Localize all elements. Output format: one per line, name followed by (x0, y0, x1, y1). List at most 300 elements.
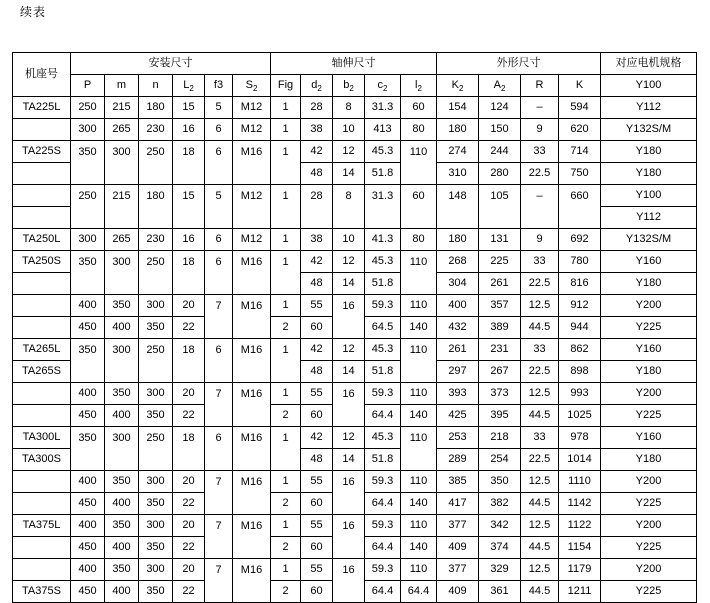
cell-motor: Y225 (601, 581, 697, 603)
cell-d2: 28 (301, 185, 333, 207)
cell-K2: 400 (437, 295, 479, 317)
cell-L2 (173, 449, 205, 471)
table-row (13, 515, 697, 537)
cell-n: 230 (139, 229, 173, 251)
model-cell: TA375L (13, 515, 71, 537)
cell-c2: 45.3 (365, 251, 401, 273)
cell-n: 350 (139, 405, 173, 427)
cell-f3 (205, 361, 233, 383)
cell-m: 400 (105, 405, 139, 427)
cell-R: 44.5 (521, 405, 559, 427)
cell-n: 350 (139, 537, 173, 559)
cell-m (105, 273, 139, 295)
cell-K: 1211 (559, 581, 601, 603)
cell-l2: 110 (401, 559, 437, 581)
cell-K2: 253 (437, 427, 479, 449)
table-row (13, 559, 697, 581)
cell-K2: 377 (437, 559, 479, 581)
cell-P: 250 (71, 97, 105, 119)
cell-motor: Y112 (601, 207, 697, 229)
cell-R: 44.5 (521, 581, 559, 603)
cell-n (139, 163, 173, 185)
cell-n: 250 (139, 339, 173, 361)
cell-A2: 150 (479, 119, 521, 141)
cell-c2: 64.4 (365, 537, 401, 559)
spec-table-wrapper (12, 52, 696, 603)
cell-R: 12.5 (521, 295, 559, 317)
cell-l2 (401, 207, 437, 229)
cell-R: 22.5 (521, 449, 559, 471)
cell-P (71, 361, 105, 383)
cell-d2: 48 (301, 361, 333, 383)
cell-R: 22.5 (521, 361, 559, 383)
cell-c2: 31.3 (365, 185, 401, 207)
cell-K: 944 (559, 317, 601, 339)
cell-m: 215 (105, 97, 139, 119)
cell-c2: 51.8 (365, 449, 401, 471)
cell-K2: 148 (437, 185, 479, 207)
model-cell (13, 537, 71, 559)
cell-Fig: 2 (271, 581, 301, 603)
table-row (13, 185, 697, 207)
table-row (13, 251, 697, 273)
cell-K2: 261 (437, 339, 479, 361)
cell-P: 450 (71, 581, 105, 603)
cell-A2: 267 (479, 361, 521, 383)
cell-K: 816 (559, 273, 601, 295)
cell-b2 (333, 405, 365, 427)
cell-d2: 42 (301, 251, 333, 273)
cell-K2: 180 (437, 229, 479, 251)
cell-b2: 10 (333, 229, 365, 251)
cell-d2: 60 (301, 581, 333, 603)
cell-P: 450 (71, 493, 105, 515)
cell-l2: 64.4 (401, 581, 437, 603)
table-row (13, 295, 697, 317)
cell-f3 (205, 163, 233, 185)
cell-d2 (301, 207, 333, 229)
cell-Fig: 1 (271, 141, 301, 163)
col-K: K (559, 75, 601, 97)
cell-K: 978 (559, 427, 601, 449)
cell-A2: 261 (479, 273, 521, 295)
cell-c2: 59.3 (365, 559, 401, 581)
cell-P: 350 (71, 427, 105, 449)
cell-n (139, 207, 173, 229)
cell-P: 450 (71, 317, 105, 339)
cell-motor: Y200 (601, 383, 697, 405)
cell-L2: 22 (173, 317, 205, 339)
cell-L2: 15 (173, 97, 205, 119)
header-shaft: 轴伸尺寸 (271, 53, 437, 75)
cell-l2: 110 (401, 251, 437, 273)
cell-motor: Y112 (601, 97, 697, 119)
cell-d2: 55 (301, 295, 333, 317)
cell-n: 300 (139, 471, 173, 493)
cell-d2: 42 (301, 427, 333, 449)
cell-K2: 289 (437, 449, 479, 471)
cell-Fig: 2 (271, 493, 301, 515)
cell-n: 300 (139, 383, 173, 405)
cell-A2: 225 (479, 251, 521, 273)
cell-A2: 124 (479, 97, 521, 119)
cell-Fig: 1 (271, 339, 301, 361)
cell-P (71, 163, 105, 185)
col-c2: $c_2$ (365, 75, 401, 97)
cell-Fig: 2 (271, 537, 301, 559)
cell-R: 12.5 (521, 383, 559, 405)
cell-c2: 413 (365, 119, 401, 141)
table-row (13, 581, 697, 603)
cell-d2: 42 (301, 141, 333, 163)
cell-n: 350 (139, 317, 173, 339)
cell-S2: M12 (233, 229, 271, 251)
model-cell: TA250L (13, 229, 71, 251)
table-row (13, 273, 697, 295)
cell-b2 (333, 317, 365, 339)
cell-Fig: 1 (271, 427, 301, 449)
cell-n: 300 (139, 559, 173, 581)
cell-b2 (333, 537, 365, 559)
cell-f3: 6 (205, 141, 233, 163)
cell-motor: Y160 (601, 251, 697, 273)
cell-m: 400 (105, 317, 139, 339)
cell-A2: 382 (479, 493, 521, 515)
cell-K: 1110 (559, 471, 601, 493)
table-row (13, 449, 697, 471)
cell-f3: 7 (205, 471, 233, 493)
cell-Fig: 1 (271, 559, 301, 581)
cell-motor: Y200 (601, 515, 697, 537)
cell-A2: 373 (479, 383, 521, 405)
col-n: n (139, 75, 173, 97)
cell-L2: 18 (173, 427, 205, 449)
cell-Fig: 1 (271, 471, 301, 493)
cell-b2 (333, 493, 365, 515)
cell-L2: 18 (173, 141, 205, 163)
cell-n: 250 (139, 141, 173, 163)
cell-K (559, 207, 601, 229)
cell-d2: 48 (301, 449, 333, 471)
cell-L2: 18 (173, 339, 205, 361)
cell-l2: 80 (401, 229, 437, 251)
cell-A2: 374 (479, 537, 521, 559)
cell-K: 1025 (559, 405, 601, 427)
model-cell (13, 559, 71, 581)
cell-R: 22.5 (521, 163, 559, 185)
cell-K2: 393 (437, 383, 479, 405)
header-motor: 对应电机规格 (601, 53, 697, 75)
header-outline: 外形尺寸 (437, 53, 601, 75)
cell-K: 912 (559, 295, 601, 317)
cell-Fig (271, 273, 301, 295)
cell-motor: Y225 (601, 317, 697, 339)
cell-l2: 110 (401, 515, 437, 537)
cell-f3 (205, 581, 233, 603)
cell-K: 660 (559, 185, 601, 207)
cell-b2: 8 (333, 97, 365, 119)
page-caption: 续表 (20, 5, 47, 19)
cell-n: 300 (139, 515, 173, 537)
cell-A2: 350 (479, 471, 521, 493)
cell-f3: 7 (205, 515, 233, 537)
cell-R: 44.5 (521, 493, 559, 515)
cell-c2: 59.3 (365, 383, 401, 405)
cell-c2: 51.8 (365, 361, 401, 383)
cell-L2 (173, 361, 205, 383)
model-cell: TA250S (13, 251, 71, 273)
cell-l2 (401, 273, 437, 295)
cell-f3: 5 (205, 97, 233, 119)
cell-c2: 31.3 (365, 97, 401, 119)
cell-motor: Y180 (601, 449, 697, 471)
cell-d2: 60 (301, 537, 333, 559)
cell-l2: 140 (401, 493, 437, 515)
cell-Fig: 1 (271, 515, 301, 537)
cell-motor: Y132S/M (601, 119, 697, 141)
cell-l2: 110 (401, 427, 437, 449)
cell-A2: 231 (479, 339, 521, 361)
cell-motor: Y160 (601, 339, 697, 361)
table-row (13, 361, 697, 383)
cell-Fig: 1 (271, 185, 301, 207)
cell-A2: 131 (479, 229, 521, 251)
col-P: P (71, 75, 105, 97)
cell-Fig (271, 207, 301, 229)
cell-l2: 110 (401, 383, 437, 405)
cell-f3: 6 (205, 251, 233, 273)
cell-m (105, 163, 139, 185)
cell-b2: 16 (333, 383, 365, 405)
cell-P: 300 (71, 119, 105, 141)
cell-l2: 140 (401, 405, 437, 427)
cell-P: 450 (71, 537, 105, 559)
cell-L2: 20 (173, 515, 205, 537)
cell-P: 350 (71, 141, 105, 163)
cell-S2 (233, 405, 271, 427)
cell-m: 300 (105, 339, 139, 361)
cell-b2: 16 (333, 295, 365, 317)
cell-motor: Y200 (601, 559, 697, 581)
cell-c2: 64.4 (365, 405, 401, 427)
cell-b2: 14 (333, 449, 365, 471)
cell-K2: 432 (437, 317, 479, 339)
cell-P: 300 (71, 229, 105, 251)
cell-A2: 361 (479, 581, 521, 603)
cell-P: 350 (71, 339, 105, 361)
cell-motor: Y200 (601, 295, 697, 317)
cell-K2: 180 (437, 119, 479, 141)
cell-motor: Y180 (601, 361, 697, 383)
model-cell (13, 119, 71, 141)
cell-Fig (271, 163, 301, 185)
model-cell: TA300S (13, 449, 71, 471)
cell-K: 1179 (559, 559, 601, 581)
cell-K: 780 (559, 251, 601, 273)
cell-P: 400 (71, 295, 105, 317)
col-l2: $l_2$ (401, 75, 437, 97)
cell-b2: 14 (333, 163, 365, 185)
cell-R: 44.5 (521, 537, 559, 559)
cell-motor: Y200 (601, 471, 697, 493)
cell-f3 (205, 493, 233, 515)
table-row (13, 163, 697, 185)
cell-c2: 59.3 (365, 295, 401, 317)
cell-c2: 59.3 (365, 471, 401, 493)
cell-Fig: 2 (271, 317, 301, 339)
cell-m: 400 (105, 581, 139, 603)
cell-d2: 48 (301, 163, 333, 185)
cell-m: 350 (105, 559, 139, 581)
cell-d2: 38 (301, 119, 333, 141)
cell-motor: Y100 (601, 185, 697, 207)
cell-l2 (401, 163, 437, 185)
cell-f3 (205, 449, 233, 471)
cell-K: 898 (559, 361, 601, 383)
column-header-row (13, 75, 697, 97)
cell-d2: 48 (301, 273, 333, 295)
cell-l2: 140 (401, 537, 437, 559)
cell-d2: 60 (301, 317, 333, 339)
cell-S2: M16 (233, 251, 271, 273)
cell-m: 400 (105, 537, 139, 559)
cell-R: 33 (521, 339, 559, 361)
col-Fig: Fig (271, 75, 301, 97)
cell-d2: 60 (301, 405, 333, 427)
cell-P: 400 (71, 515, 105, 537)
cell-d2: 42 (301, 339, 333, 361)
cell-Fig: 1 (271, 295, 301, 317)
cell-R: 44.5 (521, 317, 559, 339)
cell-K: 594 (559, 97, 601, 119)
cell-Fig: 1 (271, 383, 301, 405)
col-b2: $b_2$ (333, 75, 365, 97)
cell-m: 350 (105, 295, 139, 317)
cell-m: 350 (105, 471, 139, 493)
cell-S2 (233, 493, 271, 515)
cell-l2: 60 (401, 185, 437, 207)
cell-P (71, 207, 105, 229)
cell-S2: M12 (233, 97, 271, 119)
table-row (13, 141, 697, 163)
col-S2: $S_2$ (233, 75, 271, 97)
model-cell: TA225L (13, 97, 71, 119)
cell-n: 180 (139, 97, 173, 119)
cell-motor: Y225 (601, 493, 697, 515)
table-row (13, 427, 697, 449)
cell-P (71, 273, 105, 295)
table-row (13, 405, 697, 427)
col-L2: $L_2$ (173, 75, 205, 97)
cell-c2: 64.4 (365, 493, 401, 515)
table-row (13, 119, 697, 141)
cell-d2: 55 (301, 471, 333, 493)
cell-Fig: 1 (271, 97, 301, 119)
cell-K: 1154 (559, 537, 601, 559)
cell-S2: M16 (233, 427, 271, 449)
cell-f3: 7 (205, 383, 233, 405)
model-cell: TA265S (13, 361, 71, 383)
cell-P: 400 (71, 383, 105, 405)
model-cell (13, 493, 71, 515)
cell-c2: 45.3 (365, 339, 401, 361)
cell-f3: 5 (205, 185, 233, 207)
cell-S2: M12 (233, 185, 271, 207)
spec-table (12, 52, 697, 603)
cell-l2: 110 (401, 471, 437, 493)
cell-S2 (233, 207, 271, 229)
cell-K: 620 (559, 119, 601, 141)
cell-K2: 304 (437, 273, 479, 295)
cell-motor: Y225 (601, 537, 697, 559)
cell-P: 450 (71, 405, 105, 427)
model-cell (13, 163, 71, 185)
cell-n: 350 (139, 581, 173, 603)
cell-l2: 80 (401, 119, 437, 141)
cell-A2: 395 (479, 405, 521, 427)
cell-K: 862 (559, 339, 601, 361)
cell-A2: 357 (479, 295, 521, 317)
cell-f3: 6 (205, 339, 233, 361)
cell-L2: 22 (173, 537, 205, 559)
cell-Fig: 1 (271, 229, 301, 251)
cell-f3 (205, 273, 233, 295)
cell-b2: 10 (333, 119, 365, 141)
cell-L2: 15 (173, 185, 205, 207)
cell-motor: Y160 (601, 427, 697, 449)
model-cell: TA375S (13, 581, 71, 603)
cell-K: 714 (559, 141, 601, 163)
model-cell (13, 383, 71, 405)
cell-R: – (521, 185, 559, 207)
cell-f3: 6 (205, 427, 233, 449)
cell-L2: 18 (173, 251, 205, 273)
cell-m: 300 (105, 141, 139, 163)
cell-R: – (521, 97, 559, 119)
cell-R: 33 (521, 427, 559, 449)
cell-S2: M12 (233, 119, 271, 141)
cell-A2: 244 (479, 141, 521, 163)
cell-n: 180 (139, 185, 173, 207)
cell-b2: 12 (333, 141, 365, 163)
cell-L2 (173, 163, 205, 185)
cell-motor: Y180 (601, 163, 697, 185)
cell-P (71, 449, 105, 471)
cell-Fig (271, 361, 301, 383)
col-d2: $d_2$ (301, 75, 333, 97)
cell-K: 1122 (559, 515, 601, 537)
cell-motor: Y180 (601, 273, 697, 295)
cell-A2: 342 (479, 515, 521, 537)
cell-c2: 51.8 (365, 163, 401, 185)
cell-P: 250 (71, 185, 105, 207)
col-K2: $K_2$ (437, 75, 479, 97)
col-A2: $A_2$ (479, 75, 521, 97)
cell-R: 33 (521, 251, 559, 273)
cell-f3: 7 (205, 559, 233, 581)
col-motor-spec: Y100 (601, 75, 697, 97)
cell-n: 230 (139, 119, 173, 141)
cell-l2: 110 (401, 141, 437, 163)
cell-S2: M16 (233, 295, 271, 317)
cell-K2: 268 (437, 251, 479, 273)
cell-d2: 28 (301, 97, 333, 119)
cell-R: 12.5 (521, 471, 559, 493)
cell-P: 400 (71, 471, 105, 493)
cell-L2: 22 (173, 493, 205, 515)
cell-b2: 12 (333, 339, 365, 361)
cell-b2: 16 (333, 559, 365, 581)
